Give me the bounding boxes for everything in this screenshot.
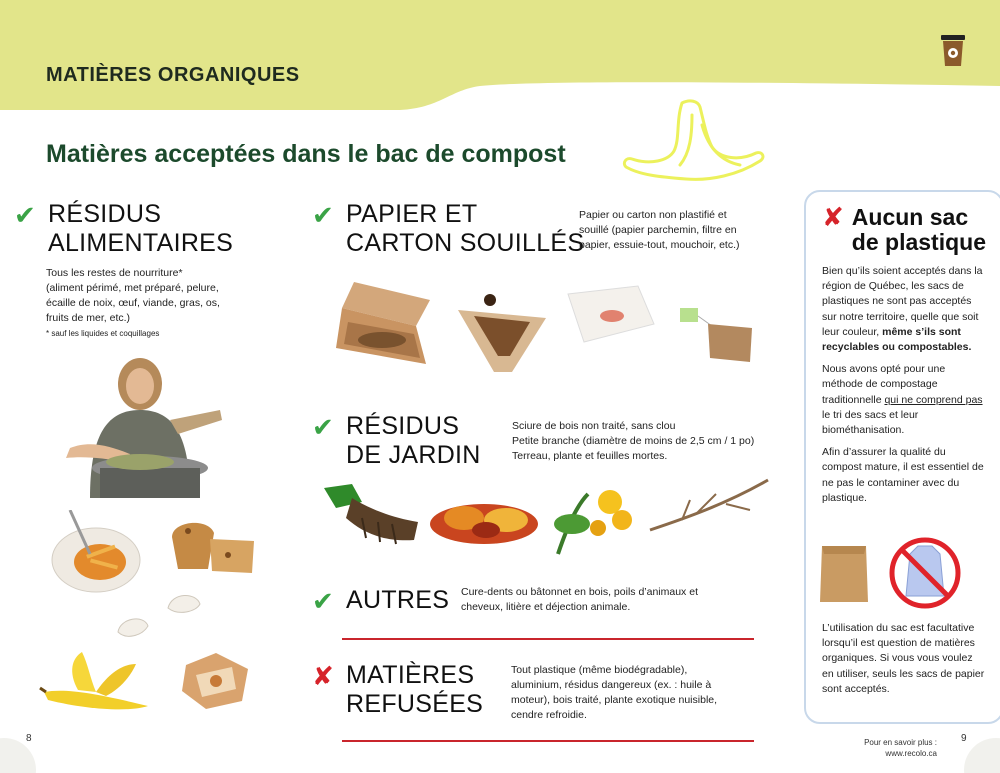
paper-bag-icon [818, 538, 870, 604]
desc-line: moteur), bois traité, plante exotique nuisible, [511, 694, 718, 706]
card-paragraph-3: Afin d’assurer la qualité du compost mature, il est essentiel de ne pas le contaminer avec du plastique. [822, 446, 984, 504]
underlined-text: qui ne comprend pas [884, 393, 983, 406]
desc-line: Sciure de bois non traité, sans clou [512, 420, 676, 432]
tea-bag-photo [678, 306, 756, 364]
eggshells-photo [112, 588, 204, 646]
desc-line: (aliment périmé, met préparé, pelure, [46, 282, 219, 294]
others-description [461, 585, 751, 615]
category-title-line1: RÉSIDUS [346, 412, 460, 440]
card-title [822, 202, 986, 255]
category-garden-waste [312, 412, 481, 470]
paper-towel-photo [562, 284, 658, 346]
more-info-footer [862, 737, 937, 759]
website-link[interactable]: www.recolo.ca [885, 749, 937, 758]
vegetable-peels-photo [176, 645, 256, 715]
food-waste-description [46, 266, 276, 326]
card-paragraph-2 [822, 362, 987, 438]
food-waste-note: * sauf les liquides et coquillages [46, 329, 160, 338]
category-title-line1: PAPIER ET [346, 200, 478, 228]
plate-of-food-photo [50, 510, 142, 596]
category-refused [312, 661, 483, 719]
card-paragraph-1 [822, 264, 987, 355]
category-title-line2: ALIMENTAIRES [48, 229, 234, 257]
desc-line: Terreau, plante et feuilles mortes. [512, 450, 668, 462]
category-title-line2: CARTON SOUILLÉS [346, 229, 585, 257]
text: Nous avons opté pour une méthode de compostage traditionnelle [822, 363, 946, 406]
muffin-photo [168, 515, 256, 575]
page-subtitle: Matières acceptées dans le bac de compost [46, 140, 566, 168]
category-title-line2: DE JARDIN [346, 441, 481, 469]
page-number-right: 9 [961, 733, 967, 744]
woman-scraping-plate-photo [60, 350, 230, 498]
header-band [0, 0, 1000, 118]
gloved-hand-soil-photo [322, 478, 422, 546]
category-title-line1: RÉSIDUS [48, 200, 162, 228]
garden-waste-description [512, 419, 792, 464]
divider-top [342, 638, 754, 640]
cross-icon: ✘ [312, 661, 334, 691]
cross-icon: ✘ [822, 202, 844, 232]
desc-line: Petite branche (diamètre de moins de 2,5 cm / 1 po) [512, 435, 755, 447]
card-body [822, 264, 987, 513]
refused-description [511, 663, 771, 723]
category-title: AUTRES [346, 586, 450, 614]
desc-line: écaille de noix, œuf, viande, gras, os, [46, 297, 220, 309]
category-others [312, 586, 449, 615]
check-icon: ✔ [312, 200, 334, 230]
category-soiled-paper [312, 200, 584, 258]
divider-bottom [342, 740, 754, 742]
category-title-line1: MATIÈRES [346, 661, 475, 689]
desc-line: Tous les restes de nourriture* [46, 267, 183, 279]
compost-bin-icon [940, 33, 966, 67]
no-plastic-bag-icon [888, 536, 962, 610]
card-title-line1: Aucun sac [851, 204, 969, 230]
check-icon: ✔ [312, 412, 334, 442]
page-number-left: 8 [26, 733, 32, 744]
card-title-line2: de plastique [851, 229, 986, 255]
desc-line: aluminium, résidus dangereux (ex. : huile à [511, 679, 712, 691]
desc-line: cheveux, litière et déjection animale. [461, 601, 631, 613]
soiled-paper-description [579, 208, 789, 253]
text: Bien qu’ils soient acceptés dans la région de Québec, les sacs de plastiques ne sont pas acceptés sur notre territoire, quelle que soit leur couleur, [822, 265, 983, 338]
more-info-label: Pour en savoir plus : [864, 738, 937, 747]
desc-line: fruits de mer, etc.) [46, 312, 131, 324]
desc-line: souillé (papier parchemin, filtre en [579, 224, 737, 236]
category-food-waste [14, 200, 233, 258]
coffee-filter-photo [454, 290, 550, 376]
desc-line: cendre refroidie. [511, 709, 587, 721]
dead-leaves-photo [428, 490, 540, 548]
desc-line: papier, essuie-tout, mouchoir, etc.) [579, 239, 740, 251]
section-title: MATIÈRES ORGANIQUES [46, 64, 300, 86]
plants-and-flowers-photo [548, 484, 636, 556]
desc-line: Cure-dents ou bâtonnet en bois, poils d’animaux et [461, 586, 698, 598]
category-title-line2: REFUSÉES [346, 690, 484, 718]
small-branch-photo [646, 474, 772, 536]
emphasis: même s’ils sont recyclables ou compostables. [822, 325, 972, 354]
check-icon: ✔ [14, 200, 36, 230]
banana-peel-outline [620, 95, 780, 200]
check-icon: ✔ [312, 586, 334, 616]
desc-line: Papier ou carton non plastifié et [579, 209, 727, 221]
banana-peel-photo [38, 650, 156, 714]
card-paragraph-4: L’utilisation du sac est facultative lorsqu’il est question de matières organiques. Si vous vous voulez en utiliser, seuls les sacs de papier sont acceptés. [822, 622, 985, 695]
corner-decoration-right [964, 738, 1000, 773]
text: le tri des sacs et leur biométhanisation. [822, 408, 919, 437]
pizza-box-photo [334, 278, 434, 370]
desc-line: Tout plastique (même biodégradable), [511, 664, 688, 676]
